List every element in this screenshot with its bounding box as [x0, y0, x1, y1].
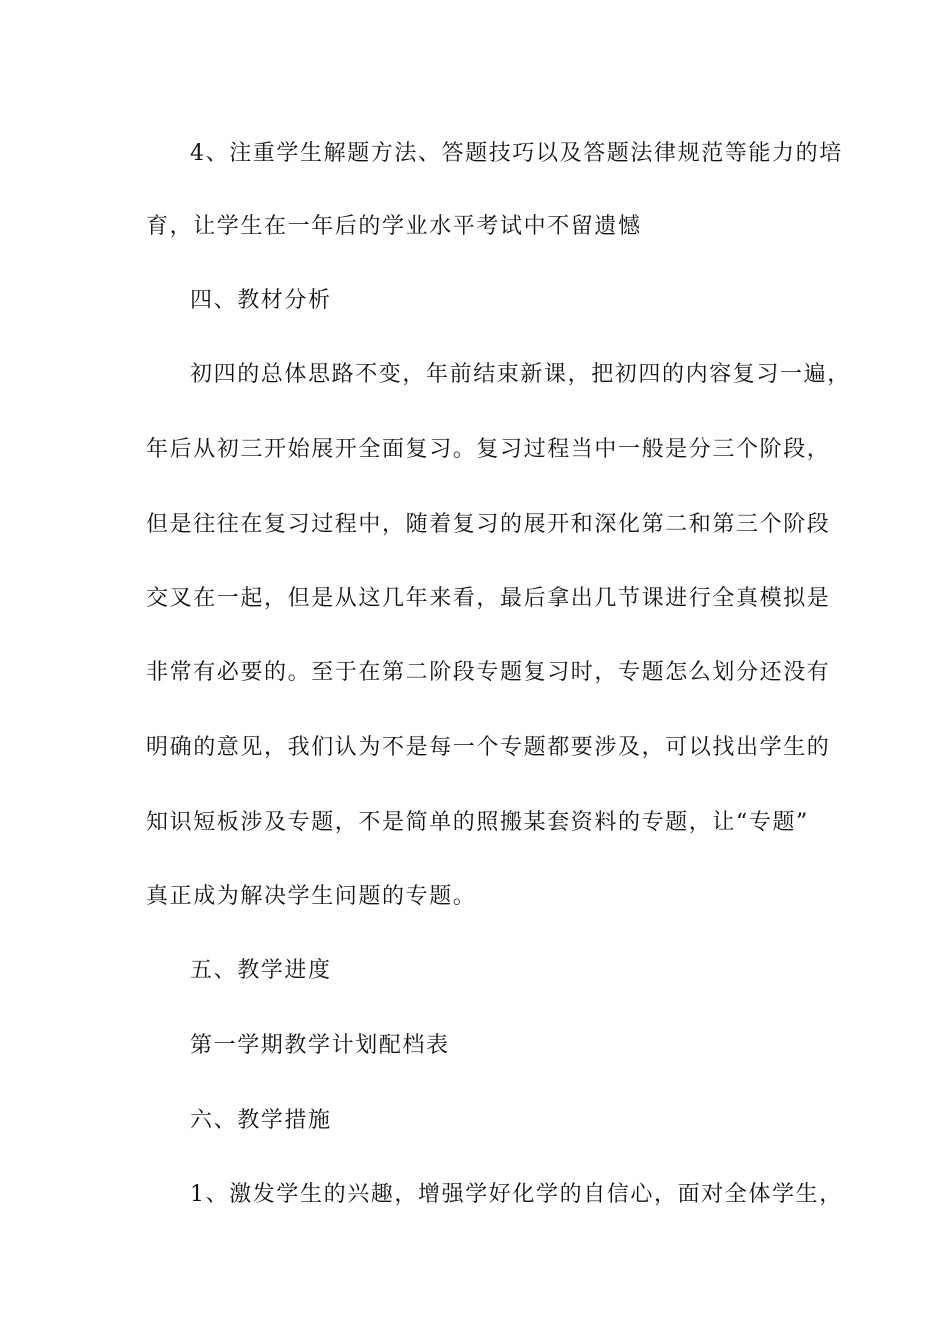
- section-heading: 六、教学措施: [190, 1108, 332, 1133]
- paragraph-line: 育，让学生在一年后的学业水平考试中不留遗憾: [146, 214, 642, 239]
- paragraph-line: 初四的总体思路不变，年前结束新课，把初四的内容复习一遍，: [190, 362, 851, 387]
- paragraph-line: 非常有必要的。至于在第二阶段专题复习时，专题怎么划分还没有: [146, 660, 831, 685]
- paragraph-line: 4、注重学生解题方法、答题技巧以及答题法律规范等能力的培: [190, 141, 843, 166]
- paragraph-line: 但是往往在复习过程中，随着复习的展开和深化第二和第三个阶段: [146, 512, 831, 537]
- paragraph-line: 1、激发学生的兴趣，增强学好化学的自信心，面对全体学生，: [190, 1182, 843, 1207]
- paragraph-line: 知识短板涉及专题，不是简单的照搬某套资料的专题，让“专题”: [146, 810, 809, 835]
- paragraph-line: 第一学期教学计划配档表: [190, 1033, 450, 1058]
- section-heading: 五、教学进度: [190, 958, 332, 983]
- section-heading: 四、教材分析: [190, 288, 332, 313]
- paragraph-line: 交叉在一起，但是从这几年来看，最后拿出几节课进行全真模拟是: [146, 586, 831, 611]
- paragraph-line: 真正成为解决学生问题的专题。: [146, 884, 477, 909]
- paragraph-line: 明确的意见，我们认为不是每一个专题都要涉及，可以找出学生的: [146, 735, 831, 760]
- paragraph-line: 年后从初三开始展开全面复习。复习过程当中一般是分三个阶段，: [146, 437, 831, 462]
